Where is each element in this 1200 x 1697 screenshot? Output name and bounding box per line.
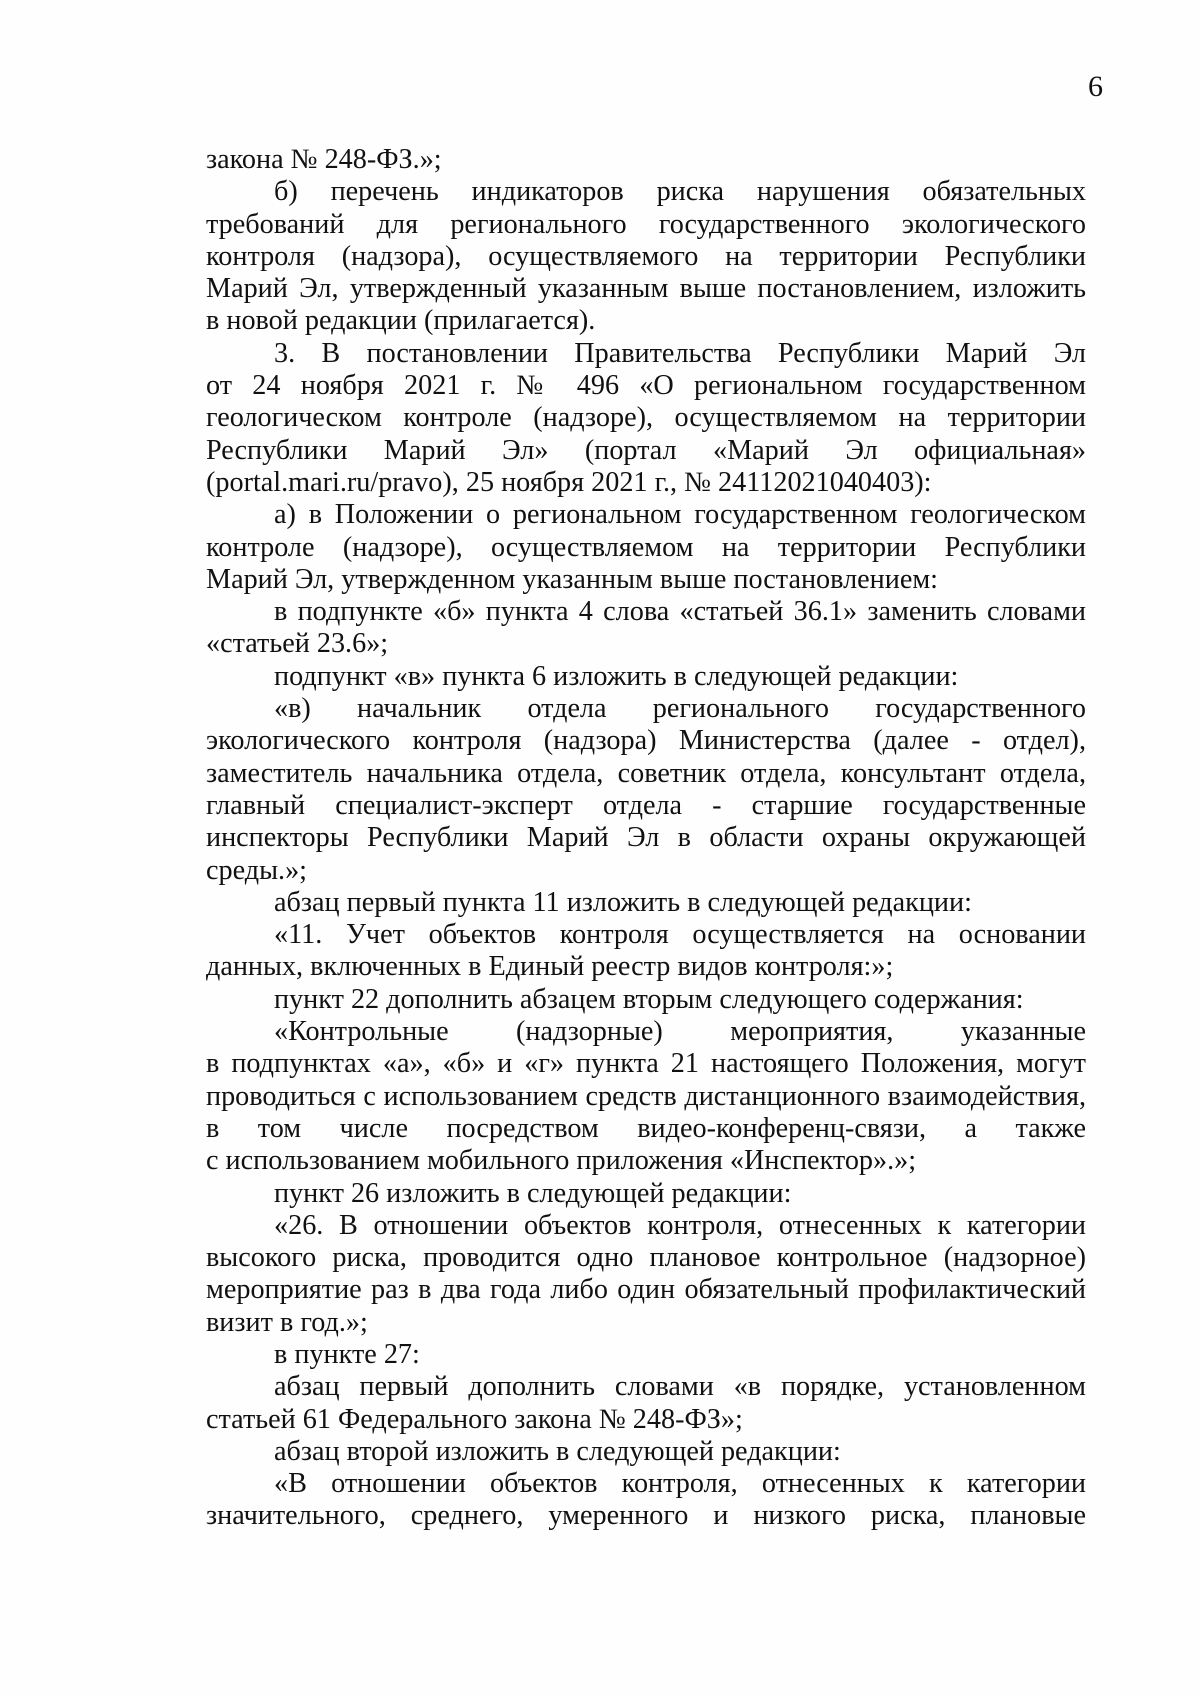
text-line: «статьей 23.6»;: [206, 628, 389, 660]
text-line: Республики Марий Эл» (портал «Марий Эл официальная»: [206, 434, 1086, 466]
text-line: требований для регионального государственного экологического: [206, 208, 1086, 240]
text-line: «в) начальник отдела регионального государственного: [274, 693, 1086, 725]
text-line: контроле (надзоре), осуществляемом на территории Республики: [206, 531, 1086, 563]
text-line: «26. В отношении объектов контроля, отнесенных к категории: [274, 1209, 1086, 1241]
text-line: значительного, среднего, умеренного и низкого риска, плановые: [206, 1500, 1086, 1532]
text-line: заместитель начальника отдела, советник отдела, консультант отдела,: [206, 757, 1086, 789]
text-line: Марий Эл, утвержденный указанным выше постановлением, изложить: [206, 273, 1086, 305]
text-line: визит в год.»;: [206, 1306, 368, 1338]
text-line: «Контрольные (надзорные) мероприятия, указанные: [274, 1016, 1086, 1048]
text-line: в подпункте «б» пункта 4 слова «статьей 36.1» заменить словами: [274, 596, 1086, 628]
text-line: высокого риска, проводится одно плановое контрольное (надзорное): [206, 1242, 1086, 1274]
text-line: в том числе посредством видео-конференц-связи, а также: [206, 1112, 1086, 1144]
text-line: в подпунктах «а», «б» и «г» пункта 21 настоящего Положения, могут: [206, 1048, 1086, 1080]
text-line: «В отношении объектов контроля, отнесенных к категории: [274, 1468, 1086, 1500]
text-line: мероприятие раз в два года либо один обязательный профилактический: [206, 1274, 1086, 1306]
text-line: абзац первый пункта 11 изложить в следующей редакции:: [274, 886, 972, 918]
text-line: экологического контроля (надзора) Министерства (далее - отдел),: [206, 725, 1086, 757]
text-line: закона № 248-ФЗ.»;: [206, 144, 442, 175]
text-line: данных, включенных в Единый реестр видов контроля:»;: [206, 951, 894, 983]
text-line: инспекторы Республики Марий Эл в области охраны окружающей: [206, 822, 1086, 854]
page-number: 6: [1088, 70, 1103, 103]
text-line: контроля (надзора), осуществляемого на территории Республики: [206, 240, 1086, 272]
text-line: «11. Учет объектов контроля осуществляется на основании: [274, 919, 1086, 951]
text-line: 3. В постановлении Правительства Республики Марий Эл: [274, 337, 1086, 369]
text-line: в новой редакции (прилагается).: [206, 305, 596, 337]
text-line: статьей 61 Федерального закона № 248-ФЗ»;: [206, 1403, 743, 1435]
text-line: подпункт «в» пункта 6 изложить в следующей редакции:: [274, 660, 959, 692]
text-line: главный специалист-эксперт отдела - старшие государственные: [206, 789, 1086, 821]
text-line: проводиться с использованием средств дистанционного взаимодействия,: [206, 1080, 1086, 1112]
text-line: а) в Положении о региональном государственном геологическом: [274, 499, 1086, 531]
text-line: абзац первый дополнить словами «в порядке, установленном: [274, 1371, 1086, 1403]
text-line: Марий Эл, утвержденном указанным выше постановлением:: [206, 563, 939, 595]
text-line: в пункте 27:: [274, 1338, 420, 1370]
text-line: от 24 ноября 2021 г. № 496 «О региональном государственном: [206, 370, 1086, 402]
text-line: б) перечень индикаторов риска нарушения обязательных: [274, 176, 1086, 208]
text-line: геологическом контроле (надзоре), осуществляемом на территории: [206, 402, 1086, 434]
text-line: (portal.mari.ru/pravo), 25 ноября 2021 г., № 24112021040403):: [206, 466, 932, 498]
document-body: [206, 144, 1086, 1533]
text-line: пункт 22 дополнить абзацем вторым следующего содержания:: [274, 983, 1024, 1015]
text-line: абзац второй изложить в следующей редакции:: [274, 1435, 841, 1467]
text-line: пункт 26 изложить в следующей редакции:: [274, 1177, 792, 1209]
text-line: с использованием мобильного приложения «Инспектор».»;: [206, 1145, 917, 1177]
text-line: среды.»;: [206, 854, 307, 886]
